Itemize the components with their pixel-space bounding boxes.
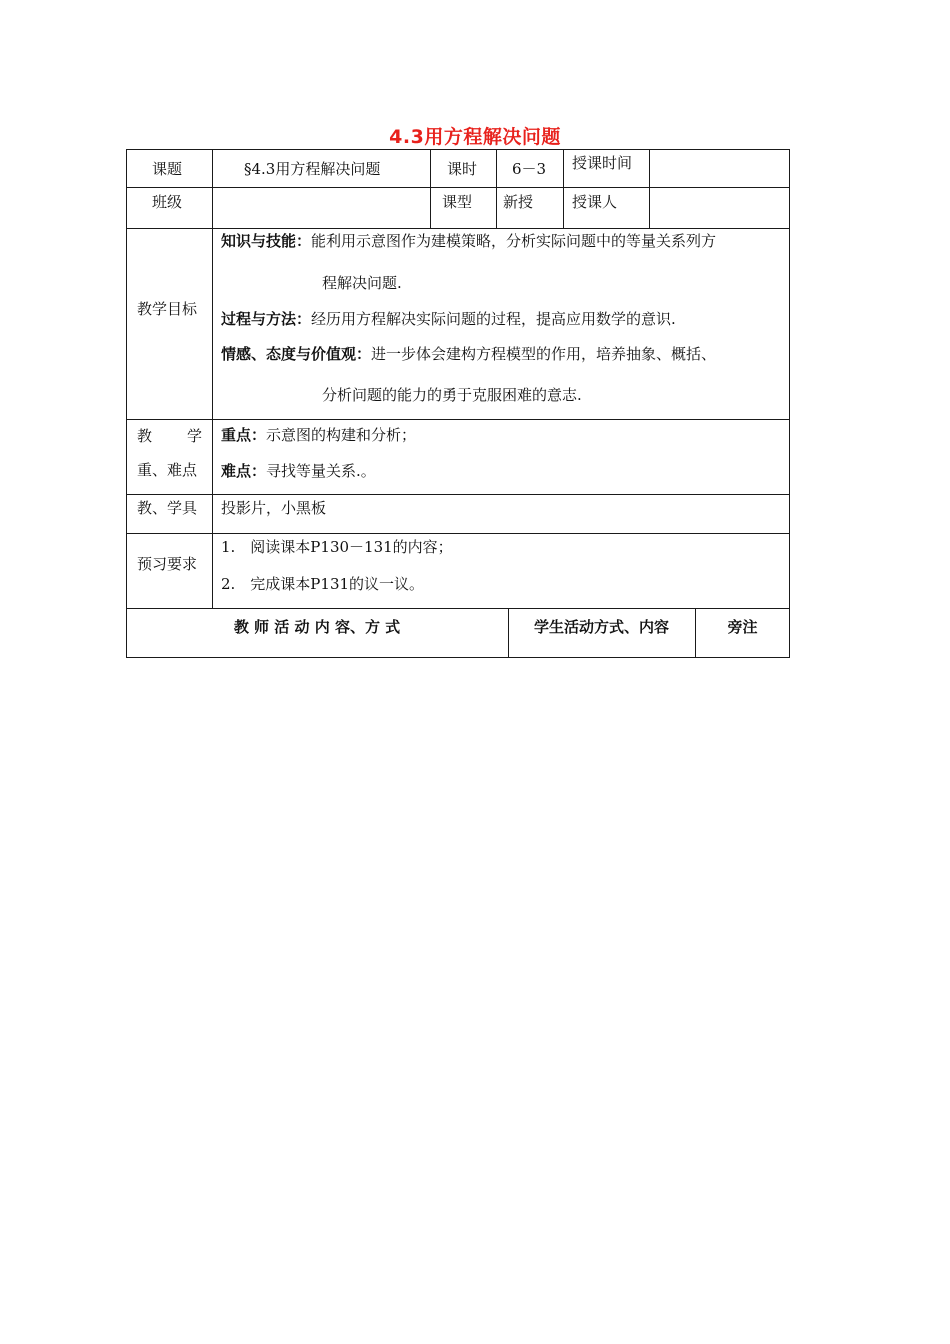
knowledge-text: 能利用示意图作为建模策略，分析实际问题中的等量关系列方 <box>311 232 717 250</box>
table-border-top <box>126 149 790 150</box>
row-divider <box>126 187 790 188</box>
document-title: 4.3用方程解决问题 <box>389 126 561 148</box>
type-label: 课型 <box>442 193 473 211</box>
objective-knowledge-cont: 程解决问题. <box>322 274 402 292</box>
preview-item-2: 2. 完成课本P131的议一议。 <box>221 575 425 593</box>
keypoints-label-b: 学 <box>187 427 203 445</box>
emotion-label: 情感、态度与价值观： <box>221 345 372 363</box>
teacher-activity-header: 教 师 活 动 内 容、方 式 <box>233 618 401 636</box>
row-divider <box>126 419 790 420</box>
knowledge-label: 知识与技能： <box>221 232 312 250</box>
hours-label: 课时 <box>447 160 478 178</box>
objective-emotion <box>221 344 716 364</box>
tools-label: 教、学具 <box>137 499 198 517</box>
tools-text: 投影片，小黑板 <box>221 499 327 517</box>
objective-emotion-cont: 分析问题的能力的勇于克服困难的意志. <box>322 386 582 404</box>
topic-value: §4.3用方程解决问题 <box>244 160 381 178</box>
topic-label: 课题 <box>152 160 183 178</box>
lesson-plan-table <box>126 149 790 658</box>
keypoints-label-line2: 重、难点 <box>137 461 198 479</box>
class-label: 班级 <box>152 193 183 211</box>
row-divider <box>126 494 790 495</box>
process-text: 经历用方程解决实际问题的过程，提高应用数学的意识. <box>311 310 676 328</box>
notes-header: 旁注 <box>727 618 758 636</box>
objective-knowledge <box>221 231 716 251</box>
difficulty-point <box>221 461 376 481</box>
col-divider <box>649 149 650 229</box>
difficulty-text: 寻找等量关系.。 <box>266 462 376 480</box>
objectives-label: 教学目标 <box>137 300 198 318</box>
hours-value: 6－3 <box>512 160 547 178</box>
table-border-bottom <box>126 657 790 658</box>
objective-process <box>221 309 676 329</box>
student-activity-header: 学生活动方式、内容 <box>533 618 669 636</box>
table-border-right <box>789 149 790 658</box>
row-divider <box>126 533 790 534</box>
col-divider <box>212 149 213 609</box>
process-label: 过程与方法： <box>221 310 312 328</box>
col-divider <box>496 149 497 229</box>
preview-label: 预习要求 <box>137 555 198 573</box>
type-value: 新授 <box>503 193 534 211</box>
col-divider <box>563 149 564 229</box>
preview-item-1: 1. 阅读课本P130－131的内容； <box>221 538 453 556</box>
table-border-left <box>126 149 127 658</box>
keypoints-label-a: 教 <box>137 427 153 445</box>
teacher-label: 授课人 <box>572 193 618 211</box>
focus-point <box>221 425 416 445</box>
col-divider <box>430 149 431 229</box>
focus-label: 重点： <box>221 426 267 444</box>
time-label: 授课时间 <box>572 154 633 172</box>
focus-text: 示意图的构建和分析； <box>266 426 417 444</box>
row-divider <box>126 228 790 229</box>
difficulty-label: 难点： <box>221 462 267 480</box>
emotion-text: 进一步体会建构方程模型的作用，培养抽象、概括、 <box>371 345 717 363</box>
row-divider <box>126 608 790 609</box>
